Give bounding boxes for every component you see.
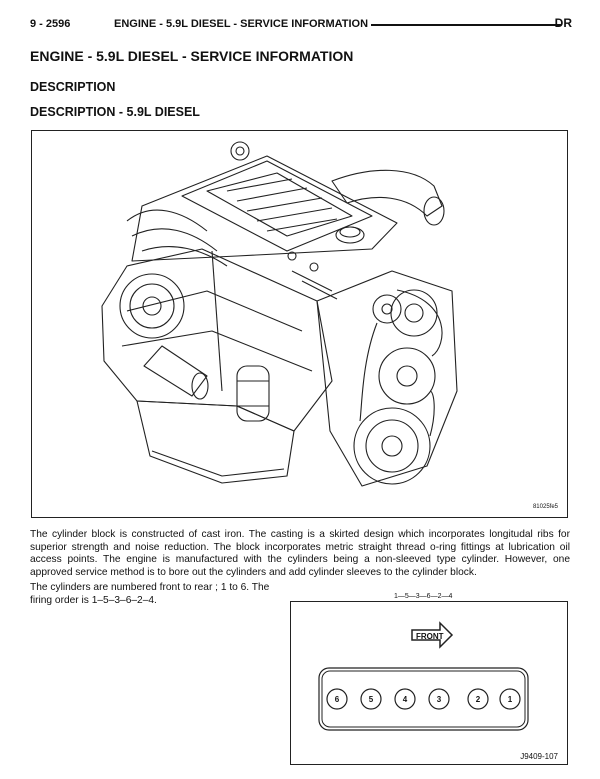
block-outline [319, 668, 528, 730]
front-gear-housing [317, 271, 457, 486]
header-section-title: ENGINE - 5.9L DIESEL - SERVICE INFORMATION [114, 18, 369, 30]
cylinder-1-label: 1 [507, 695, 513, 704]
dipstick [212, 251, 222, 391]
engine-block [102, 249, 332, 431]
cylinder-2-label: 2 [475, 695, 481, 704]
oil-fill-cap [336, 227, 364, 243]
lifting-eye [231, 142, 249, 160]
cylinder-5-label: 5 [368, 695, 374, 704]
header-model-code: DR [554, 16, 572, 30]
heading-description-diesel: DESCRIPTION - 5.9L DIESEL [30, 105, 200, 119]
firing-order-label: 1—5—3—6—2—4 [394, 593, 453, 600]
cylinder-4-label: 4 [402, 695, 408, 704]
crankshaft-damper [354, 408, 430, 484]
page-number: 9 - 2596 [30, 18, 71, 30]
paragraph-firing-order: The cylinders are numbered front to rear ; 1 to 6. The firing order is 1–5–3–6–2–4. [30, 582, 270, 606]
cylinder-3-label: 3 [436, 695, 442, 704]
front-label: FRONT [416, 632, 444, 641]
figure-code: 81025fe5 [532, 504, 558, 510]
intake-pipe [332, 170, 442, 216]
cylinder-figure-code: J9409-107 [520, 752, 558, 761]
fan-pulley [391, 290, 437, 336]
engine-illustration [31, 130, 568, 518]
cylinder-diagram [290, 593, 568, 765]
heading-description: DESCRIPTION [30, 80, 116, 94]
turbo-outlet [144, 346, 207, 396]
damper-upper [379, 348, 435, 404]
engine-drawing [32, 131, 569, 519]
header-rule [371, 24, 561, 26]
paragraph-cylinder-block: The cylinder block is constructed of cast iron. The casting is a skirted design which incorporates longitudal ribs for superior strength and noise reduction. The block incorporates metric straight thread o-ring fittings at lubrication oil access points. The engine is manufactured with the cylinders being a non-sleeved type cylinder. However, one approved service method is to bore out the cylinders and add cylinder sleeves to the cylinder block. [30, 529, 570, 578]
idler-pulley [373, 295, 401, 323]
cylinder-6-label: 6 [334, 695, 340, 704]
page-title: ENGINE - 5.9L DIESEL - SERVICE INFORMATION [30, 48, 354, 64]
page-header [30, 14, 570, 34]
cylinder-drawing [290, 601, 568, 765]
